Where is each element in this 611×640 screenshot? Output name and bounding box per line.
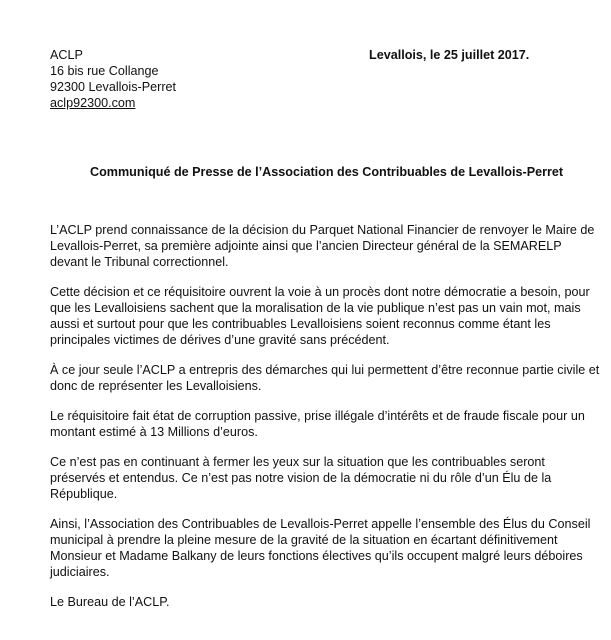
press-release-body: [50, 222, 600, 624]
line: Cette décision et ce réquisitoire ouvrent la voie à un procès dont notre démocratie a besoin, pour: [50, 285, 590, 299]
line: Ainsi, l’Association des Contribuables de Levallois-Perret appelle l’ensemble des Élus du Conseil: [50, 517, 591, 531]
line: Le Bureau de l’ACLP.: [50, 595, 170, 609]
line: donc de représenter les Levalloisiens.: [50, 379, 262, 393]
line: montant estimé à 13 Millions d’euros.: [50, 425, 258, 439]
paragraph-1: [50, 222, 595, 270]
line: judiciaires.: [50, 565, 110, 579]
paragraph-3: [50, 362, 600, 394]
sender-street: 16 bis rue Collange: [50, 64, 159, 78]
sender-name: ACLP: [50, 48, 83, 62]
press-release-headline: Communiqué de Presse de l’Association des Contribuables de Levallois-Perret: [90, 165, 564, 179]
line: Le réquisitoire fait état de corruption passive, prise illégale d’intérêts et de fraude fiscale pour un: [50, 409, 585, 423]
line: aussi et surtout pour que les contribuables Levalloisiens soient reconnus comme étant les: [50, 317, 551, 331]
paragraph-2: [50, 284, 590, 348]
line: À ce jour seule l’ACLP a entrepris des démarches qui lui permettent d’être reconnue partie civile et: [50, 363, 600, 377]
line: République.: [50, 487, 118, 501]
line: Ce n’est pas en continuant à fermer les yeux sur la situation que les contribuables seront: [50, 455, 545, 469]
sender-email-link[interactable]: aclp92300.com: [50, 96, 136, 110]
sender-city: 92300 Levallois-Perret: [50, 80, 177, 94]
paragraph-4: [50, 408, 590, 440]
line: municipal à prendre la pleine mesure de la gravité de la situation en écartant définitivement: [50, 533, 558, 547]
line: que les Levalloisiens sachent que la moralisation de la vie publique n’est pas un vain mot, mais: [50, 301, 581, 315]
line: principales victimes de dérives d’une gravité sans précédent.: [50, 333, 390, 347]
line: Levallois-Perret, sa première adjointe ainsi que l’ancien Directeur général de la SEMARELP: [50, 239, 562, 253]
paragraph-6: [50, 516, 590, 580]
place-date: Levallois, le 25 juillet 2017.: [369, 48, 530, 62]
line: préservés et entendus. Ce n’est pas notre vision de la démocratie ni du rôle d’un Élu de la: [50, 471, 552, 485]
line: L’ACLP prend connaissance de la décision du Parquet National Financier de renvoyer le Maire de: [50, 223, 595, 237]
line: Monsieur et Madame Balkany de leurs fonctions électives qu’ils occupent malgré leurs déboires: [50, 549, 583, 563]
line: devant le Tribunal correctionnel.: [50, 255, 229, 269]
sender-address-block: [50, 47, 176, 111]
paragraph-5: [50, 454, 590, 502]
signature-line: [50, 594, 590, 610]
